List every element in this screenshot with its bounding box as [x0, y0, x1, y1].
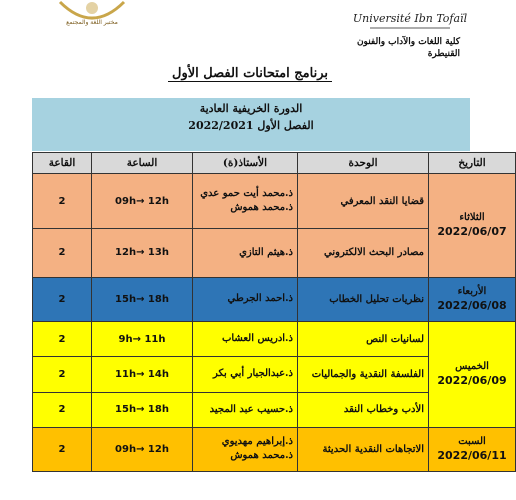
date-value: 2022/06/09: [437, 374, 507, 388]
unit-cell: الفلسفة النقدية والجماليات: [298, 357, 429, 392]
header-date: التاريخ: [429, 153, 516, 174]
session-line2: الفصل الأول 2022/2021: [188, 119, 314, 132]
professor-cell: [193, 427, 298, 471]
faculty-line1: كلية اللغات والآداب والفنون: [356, 37, 460, 47]
unit-cell: الأدب وخطاب النقد: [298, 392, 429, 427]
faculty-name: [310, 36, 460, 60]
professor-name: ذ.هيثم التازي: [239, 246, 293, 258]
professor-cell: [193, 174, 298, 229]
time-cell: 11h→ 14h: [92, 357, 193, 392]
date-day: الخميس: [455, 361, 489, 373]
table-row: [33, 174, 516, 229]
time-cell: 09h→ 12h: [92, 427, 193, 471]
table-row: [33, 427, 516, 471]
room-cell: 2: [33, 321, 92, 356]
time-cell: 15h→ 18h: [92, 277, 193, 321]
professor-name: ذ.محمد هموش: [230, 450, 293, 462]
professor-name: ذ.احمد الجرطي: [227, 293, 293, 305]
left-logo-text: مختبر اللغة والمجتمع: [66, 19, 118, 26]
date-value: 2022/06/08: [437, 299, 507, 313]
header-unit: الوحدة: [298, 153, 429, 174]
date-day: الأربعاء: [457, 286, 487, 298]
header-time: الساعة: [92, 153, 193, 174]
page-title-text: برنامج امتحانات الفصل الأول: [168, 66, 332, 82]
date-value: 2022/06/11: [437, 449, 507, 463]
room-cell: 2: [33, 277, 92, 321]
professor-name: ذ.إبراهيم مهديوي: [221, 436, 293, 448]
time-cell: 9h→ 11h: [92, 321, 193, 356]
university-logo-text: Université Ibn Tofaïl: [352, 12, 468, 25]
date-value: 2022/06/07: [437, 225, 507, 239]
professor-name: ذ.محمد أيت حمو عدي: [200, 188, 293, 200]
time-cell: 12h→ 13h: [92, 229, 193, 278]
university-logo-icon: [352, 4, 468, 34]
professor-name: ذ.ادريس العشاب: [221, 333, 293, 345]
unit-cell: لسانيات النص: [298, 321, 429, 356]
room-cell: 2: [33, 174, 92, 229]
header-professor: الأستاذ(ة): [193, 153, 298, 174]
unit-cell: الاتجاهات النقدية الحديثة: [298, 427, 429, 471]
exam-schedule-table: [32, 152, 516, 472]
unit-cell: مصادر البحث الالكتروني: [298, 229, 429, 278]
date-cell: [429, 277, 516, 321]
header-room: القاعة: [33, 153, 92, 174]
professor-cell: [193, 392, 298, 427]
laboratory-logo-icon: [52, 0, 132, 26]
professor-cell: [193, 229, 298, 278]
date-day: الثلاثاء: [459, 212, 485, 224]
page-title: [0, 66, 500, 81]
professor-cell: [193, 357, 298, 392]
unit-cell: نظريات تحليل الخطاب: [298, 277, 429, 321]
table-row: [33, 321, 516, 356]
professor-name: ذ.عبدالجبار أبي بكر: [212, 368, 293, 380]
professor-cell: [193, 277, 298, 321]
time-cell: 15h→ 18h: [92, 392, 193, 427]
professor-name: ذ.حسيب عبد المجيد: [209, 403, 293, 415]
room-cell: 2: [33, 427, 92, 471]
room-cell: 2: [33, 357, 92, 392]
session-line1: الدورة الخريفية العادية: [199, 102, 303, 115]
date-day: السبت: [458, 436, 486, 448]
date-cell: [429, 174, 516, 278]
professor-name: ذ.محمد هموش: [230, 202, 293, 214]
faculty-line2: القنيطرة: [427, 49, 460, 59]
table-row: [33, 277, 516, 321]
room-cell: 2: [33, 392, 92, 427]
professor-cell: [193, 321, 298, 356]
room-cell: 2: [33, 229, 92, 278]
date-cell: [429, 427, 516, 471]
table-header-row: [33, 153, 516, 174]
session-banner: [32, 98, 470, 151]
time-cell: 09h→ 12h: [92, 174, 193, 229]
date-cell: [429, 321, 516, 427]
unit-cell: قضايا النقد المعرفي: [298, 174, 429, 229]
